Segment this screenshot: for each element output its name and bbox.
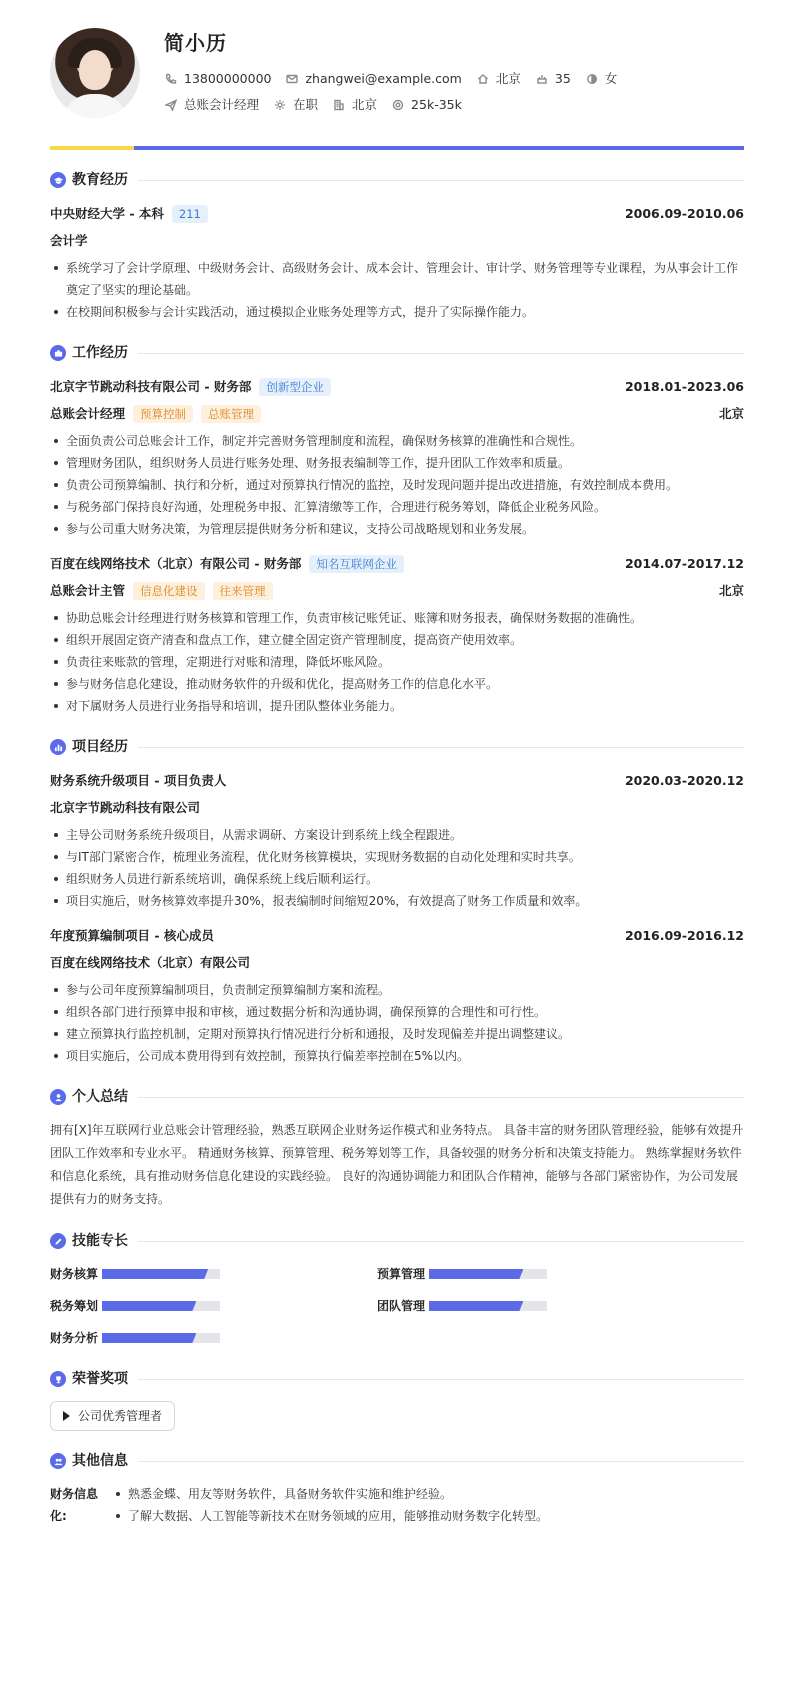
role-tag: 总账管理 (201, 405, 261, 423)
candidate-name: 简小历 (164, 31, 227, 55)
list-item: 全面负责公司总账会计工作，制定并完善财务管理制度和流程，确保财务核算的准确性和合规性。 (50, 430, 744, 452)
coin-icon (391, 98, 405, 112)
skill-bar (429, 1301, 547, 1311)
section-header (50, 1451, 744, 1471)
summary-section (50, 1087, 744, 1211)
skill-item (377, 1295, 704, 1317)
list-item: 与IT部门紧密合作，梳理业务流程，优化财务核算模块，实现财务数据的自动化处理和实时共享。 (50, 846, 744, 868)
section-header (50, 343, 744, 363)
skill-fill (102, 1269, 208, 1279)
list-item: 负责往来账款的管理，定期进行对账和清理，降低坏账风险。 (50, 651, 744, 673)
projects-section (50, 737, 744, 1067)
work-section (50, 343, 744, 717)
skill-bar (102, 1269, 220, 1279)
city-text: 北京 (352, 96, 378, 112)
gear-icon (273, 98, 287, 112)
personal-info (164, 28, 631, 114)
work-entry (50, 377, 744, 540)
location-item (476, 70, 521, 89)
other-section (50, 1451, 744, 1527)
award-text: 公司优秀管理者 (78, 1409, 163, 1423)
list-item: 项目实施后，公司成本费用得到有效控制，预算执行偏差率控制在5%以内。 (50, 1045, 744, 1067)
work-date: 2018.01-2023.06 (624, 378, 744, 394)
work-bullets (50, 607, 744, 717)
list-item: 对下属财务人员进行业务指导和培训，提升团队整体业务能力。 (50, 695, 744, 717)
skill-name: 财务核算 (50, 1267, 99, 1281)
skill-name: 预算管理 (377, 1267, 426, 1281)
education-section (50, 170, 744, 323)
skill-fill (102, 1301, 196, 1311)
role-tag: 预算控制 (133, 405, 193, 423)
send-icon (164, 98, 178, 112)
project-name: 财务系统升级项目 - 项目负责人 (50, 772, 227, 788)
project-bullets (50, 824, 744, 912)
list-item: 在校期间积极参与会计实践活动，通过模拟企业账务处理等方式，提升了实际操作能力。 (50, 301, 744, 323)
salary-item (391, 96, 462, 115)
home-icon (476, 72, 490, 86)
bar-chart-icon (50, 739, 66, 755)
skill-name: 税务筹划 (50, 1299, 99, 1313)
status-item (273, 96, 318, 115)
salary-text: 25k-35k (411, 96, 462, 112)
graduation-cap-icon (50, 172, 66, 188)
work-location: 北京 (718, 582, 744, 598)
section-title: 项目经历 (72, 738, 128, 755)
education-entry (50, 204, 744, 323)
section-header (50, 737, 744, 757)
skill-fill (102, 1333, 196, 1343)
skill-item (50, 1327, 377, 1349)
honors-section (50, 1369, 744, 1431)
contact-row (164, 70, 631, 88)
company-name: 百度在线网络技术（北京）有限公司 - 财务部 (50, 555, 302, 571)
skill-item (377, 1263, 704, 1285)
section-header (50, 1369, 744, 1389)
skill-fill (429, 1269, 523, 1279)
mail-icon (285, 72, 299, 86)
work-entry (50, 554, 744, 717)
section-title: 教育经历 (72, 171, 128, 188)
trophy-icon (50, 1371, 66, 1387)
summary-text: 拥有[X]年互联网行业总账会计管理经验，熟悉互联网企业财务运作模式和业务特点。 具备丰富的财务团队管理经验，能够有效提升团队工作效率和专业水平。 精通财务核算、预算管理、税务筹划等工作，具备较强的财务分析和决策支持能力。 熟练掌握财务软件和信息化系统，具有推动财务信息化建设的实践经验。 良好的沟通协调能力和团队合作精神，能够与各部门紧密协作，为公司发展提供有力的财务支持。 (50, 1123, 744, 1206)
resume-header (50, 28, 744, 146)
role-tag: 信息化建设 (133, 582, 205, 600)
user-icon (50, 1089, 66, 1105)
city-item (332, 96, 377, 115)
project-org: 百度在线网络技术（北京）有限公司 (50, 954, 251, 970)
company-name: 北京字节跳动科技有限公司 - 财务部 (50, 378, 252, 394)
list-item: 与税务部门保持良好沟通，处理税务申报、汇算清缴等工作，合理进行税务筹划，降低企业税务风险。 (50, 496, 744, 518)
avatar (50, 28, 140, 118)
gender-text: 女 (604, 70, 618, 86)
section-header (50, 1087, 744, 1107)
section-title: 技能专长 (72, 1232, 128, 1249)
job-row (164, 96, 631, 114)
skill-bar (102, 1333, 220, 1343)
list-item: 项目实施后，财务核算效率提升30%，报表编制时间缩短20%，有效提高了财务工作质量和效率。 (50, 890, 744, 912)
list-item: 组织各部门进行预算申报和审核，通过数据分析和沟通协调，确保预算的合理性和可行性。 (50, 1001, 744, 1023)
email-item (285, 70, 461, 89)
skill-bar (429, 1269, 547, 1279)
gender-icon (585, 72, 599, 86)
project-date: 2020.03-2020.12 (624, 772, 744, 788)
other-info (50, 1483, 744, 1527)
list-item: 系统学习了会计学原理、中级财务会计、高级财务会计、成本会计、管理会计、审计学、财务管理等专业课程，为从事会计工作奠定了坚实的理论基础。 (50, 257, 744, 301)
project-bullets (50, 979, 744, 1067)
education-date: 2006.09-2010.06 (624, 205, 744, 221)
skill-item (50, 1295, 377, 1317)
section-title: 其他信息 (72, 1452, 128, 1469)
work-bullets (50, 430, 744, 540)
pencil-icon (50, 1233, 66, 1249)
briefcase-icon (50, 345, 66, 361)
award-badge (50, 1401, 175, 1431)
list-item: 熟悉金蝶、用友等财务软件，具备财务软件实施和维护经验。 (112, 1483, 548, 1505)
skill-item (50, 1263, 377, 1285)
skill-name: 财务分析 (50, 1331, 99, 1345)
other-label: 财务信息化: (50, 1487, 99, 1523)
phone-item (164, 70, 271, 89)
phone-text: 13800000000 (184, 70, 272, 86)
list-item: 参与公司重大财务决策，为管理层提供财务分析和建议，支持公司战略规划和业务发展。 (50, 518, 744, 540)
list-item: 协助总账会计经理进行财务核算和管理工作，负责审核记账凭证、账簿和财务报表，确保财务数据的准确性。 (50, 607, 744, 629)
age-item (535, 70, 571, 89)
skills-grid (50, 1263, 744, 1349)
list-item: 管理财务团队，组织财务人员进行账务处理、财务报表编制等工作，提升团队工作效率和质量。 (50, 452, 744, 474)
section-header (50, 170, 744, 190)
project-name: 年度预算编制项目 - 核心成员 (50, 927, 214, 943)
position-text: 总账会计经理 (184, 96, 260, 112)
list-item: 参与财务信息化建设，推动财务软件的升级和优化，提高财务工作的信息化水平。 (50, 673, 744, 695)
location-text: 北京 (495, 70, 521, 86)
skill-name: 团队管理 (377, 1299, 426, 1313)
other-bullets (112, 1483, 548, 1527)
section-header (50, 1231, 744, 1251)
project-org: 北京字节跳动科技有限公司 (50, 799, 201, 815)
company-tag: 知名互联网企业 (309, 555, 404, 573)
users-icon (50, 1453, 66, 1469)
list-item: 参与公司年度预算编制项目，负责制定预算编制方案和流程。 (50, 979, 744, 1001)
header-divider (50, 146, 744, 150)
role-tag: 往来管理 (213, 582, 273, 600)
skills-section (50, 1231, 744, 1349)
education-bullets (50, 257, 744, 323)
email-text: zhangwei@example.com (305, 70, 462, 86)
job-role: 总账会计主管 (50, 582, 126, 598)
skill-fill (429, 1301, 523, 1311)
section-title: 工作经历 (72, 344, 128, 361)
age-text: 35 (554, 70, 571, 86)
job-role: 总账会计经理 (50, 405, 126, 421)
list-item: 建立预算执行监控机制，定期对预算执行情况进行分析和通报，及时发现偏差并提出调整建议。 (50, 1023, 744, 1045)
list-item: 了解大数据、人工智能等新技术在财务领域的应用，能够推动财务数字化转型。 (112, 1505, 548, 1527)
status-text: 在职 (293, 96, 319, 112)
section-title: 荣誉奖项 (72, 1370, 128, 1387)
school-tag: 211 (172, 205, 208, 223)
phone-icon (164, 72, 178, 86)
school-name: 中央财经大学 - 本科 (50, 205, 164, 221)
play-icon (63, 1411, 70, 1421)
list-item: 负责公司预算编制、执行和分析，通过对预算执行情况的监控，及时发现问题并提出改进措施，有效控制成本费用。 (50, 474, 744, 496)
work-location: 北京 (718, 405, 744, 421)
list-item: 主导公司财务系统升级项目，从需求调研、方案设计到系统上线全程跟进。 (50, 824, 744, 846)
cake-icon (535, 72, 549, 86)
list-item: 组织开展固定资产清查和盘点工作，建立健全固定资产管理制度，提高资产使用效率。 (50, 629, 744, 651)
company-tag: 创新型企业 (259, 378, 331, 396)
skill-bar (102, 1301, 220, 1311)
gender-item (585, 70, 618, 89)
project-entry (50, 926, 744, 1067)
project-date: 2016.09-2016.12 (624, 927, 744, 943)
project-entry (50, 771, 744, 912)
major: 会计学 (50, 232, 88, 248)
work-date: 2014.07-2017.12 (624, 555, 744, 571)
building-icon (332, 98, 346, 112)
list-item: 组织财务人员进行新系统培训，确保系统上线后顺利运行。 (50, 868, 744, 890)
position-item (164, 96, 259, 115)
section-title: 个人总结 (72, 1088, 128, 1105)
